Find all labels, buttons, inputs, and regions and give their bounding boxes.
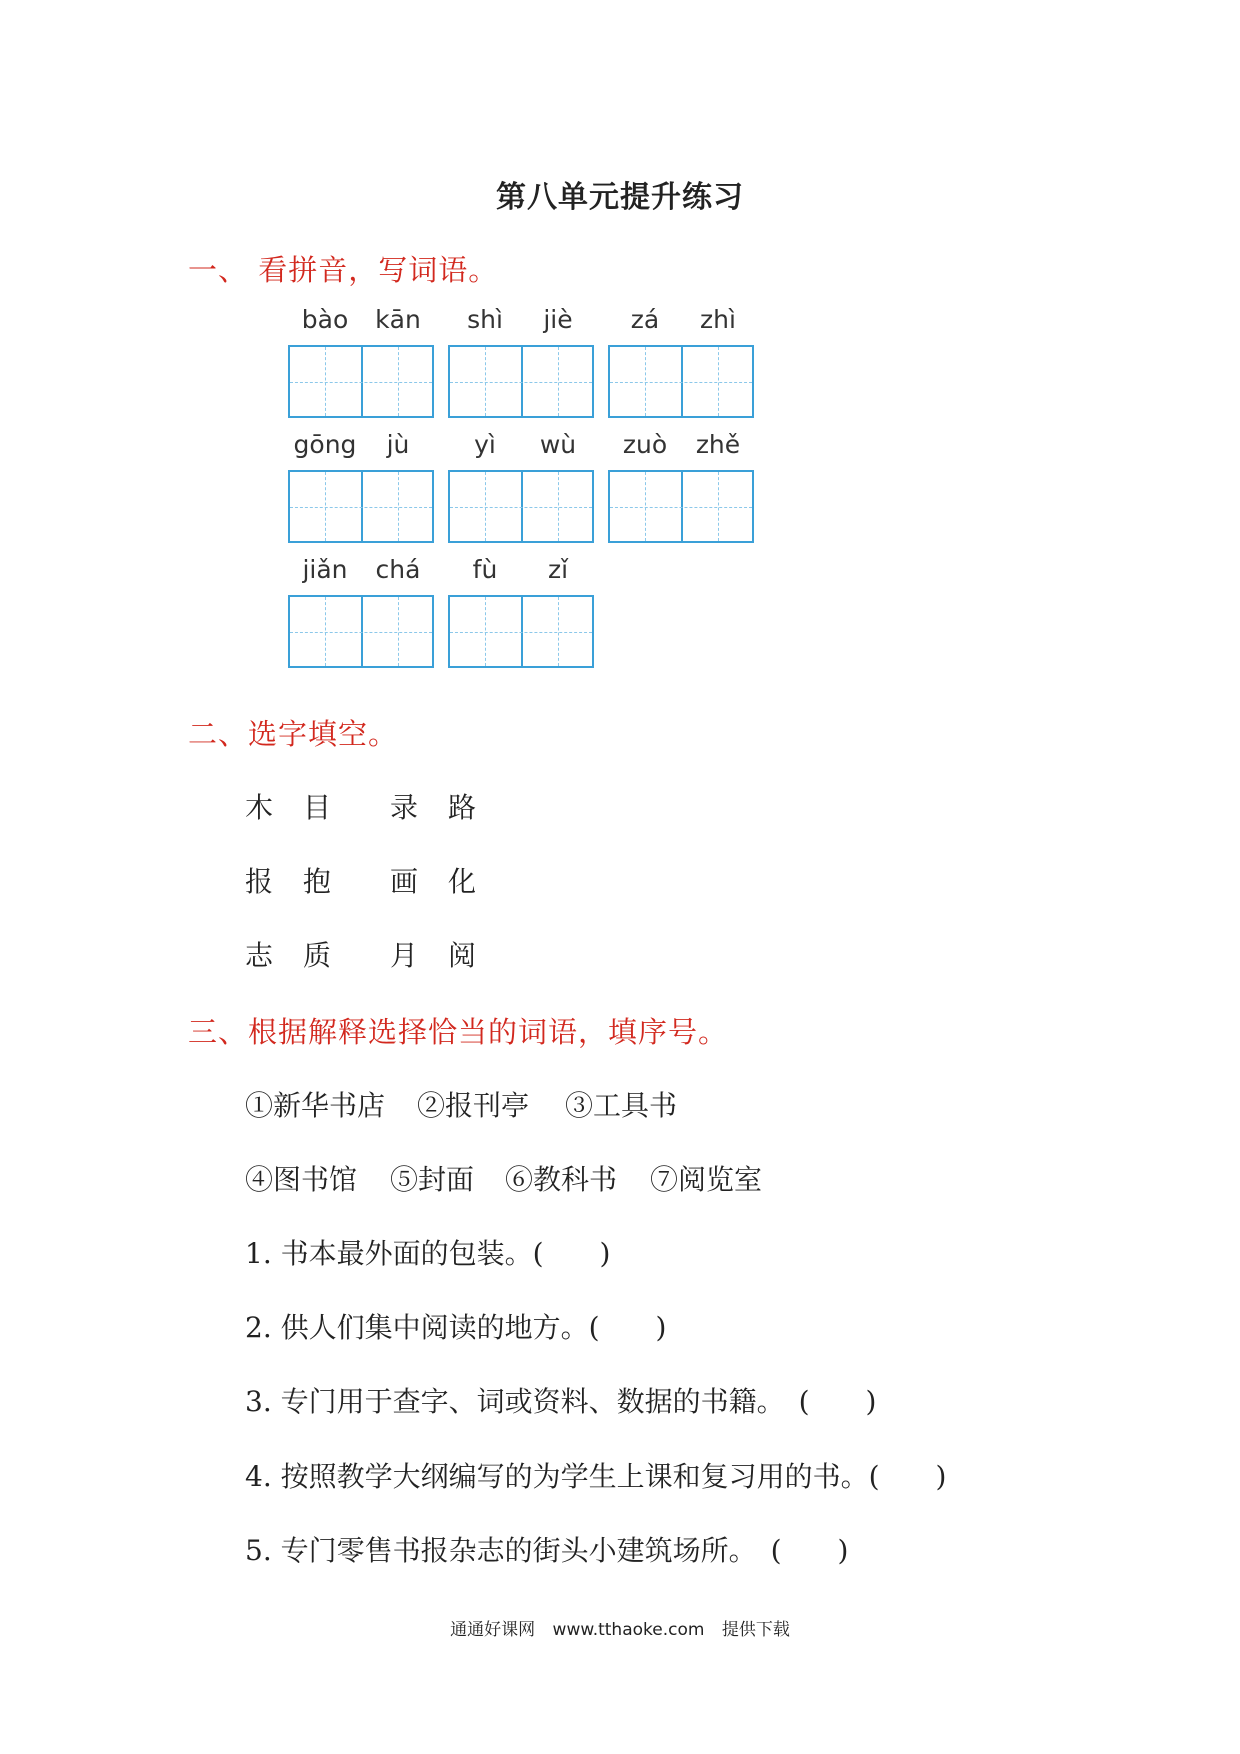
writing-box[interactable] xyxy=(288,595,434,668)
question-1: 1. 书本最外面的包装。( ) xyxy=(245,1237,611,1270)
pinyin-label: zhě xyxy=(695,430,741,459)
pinyin-label: zǐ xyxy=(547,555,569,584)
footer-url[interactable]: www.tthaoke.com xyxy=(552,1620,705,1640)
option: ④图书馆 xyxy=(245,1163,358,1196)
pinyin-label: zá xyxy=(630,305,660,334)
char: 抱 xyxy=(303,865,332,898)
pinyin-label: jù xyxy=(386,430,410,459)
pinyin-label: shì xyxy=(467,305,503,334)
writing-box[interactable] xyxy=(448,595,594,668)
char: 录 xyxy=(390,791,419,824)
writing-box[interactable] xyxy=(288,345,434,418)
question-5: 5. 专门零售书报杂志的街头小建筑场所。 ( ) xyxy=(245,1534,849,1567)
section-1-heading: 一、 看拼音，写词语。 xyxy=(188,253,499,287)
char: 质 xyxy=(303,939,332,972)
pinyin-label: yì xyxy=(474,430,496,459)
pinyin-label: wù xyxy=(539,430,577,459)
option: ⑦阅览室 xyxy=(650,1163,763,1196)
pinyin-label: gōng xyxy=(293,430,357,459)
question-4: 4. 按照教学大纲编写的为学生上课和复习用的书。( ) xyxy=(245,1460,947,1493)
char: 目 xyxy=(303,791,332,824)
question-2: 2. 供人们集中阅读的地方。( ) xyxy=(245,1311,667,1344)
pinyin-label: bào xyxy=(301,305,349,334)
pinyin-label: jiè xyxy=(543,305,573,334)
writing-box[interactable] xyxy=(448,470,594,543)
char: 化 xyxy=(448,865,477,898)
char: 志 xyxy=(245,939,274,972)
char: 路 xyxy=(448,791,477,824)
footer-suffix: 提供下载 xyxy=(721,1620,790,1640)
char: 阅 xyxy=(448,939,477,972)
char: 木 xyxy=(245,791,274,824)
char: 报 xyxy=(245,865,274,898)
section-3-heading: 三、根据解释选择恰当的词语，填序号。 xyxy=(188,1015,729,1049)
char: 月 xyxy=(390,939,419,972)
writing-box[interactable] xyxy=(608,345,754,418)
writing-box[interactable] xyxy=(288,470,434,543)
section-2-heading: 二、选字填空。 xyxy=(188,717,399,751)
pinyin-label: fù xyxy=(472,555,498,584)
footer xyxy=(0,1615,1240,1640)
question-3: 3. 专门用于查字、词或资料、数据的书籍。 ( ) xyxy=(245,1385,877,1418)
writing-box[interactable] xyxy=(448,345,594,418)
pinyin-label: zuò xyxy=(622,430,668,459)
option: ③工具书 xyxy=(565,1089,678,1122)
pinyin-label: chá xyxy=(375,555,421,584)
pinyin-label: jiǎn xyxy=(302,555,348,584)
option: ⑥教科书 xyxy=(505,1163,618,1196)
option: ②报刊亭 xyxy=(417,1089,530,1122)
page-title: 第八单元提升练习 xyxy=(496,180,744,215)
pinyin-label: kān xyxy=(375,305,421,334)
writing-box[interactable] xyxy=(608,470,754,543)
footer-site-name: 通通好课网 xyxy=(450,1620,536,1640)
char: 画 xyxy=(390,865,419,898)
option: ①新华书店 xyxy=(245,1089,386,1122)
pinyin-label: zhì xyxy=(700,305,736,334)
option: ⑤封面 xyxy=(390,1163,475,1196)
